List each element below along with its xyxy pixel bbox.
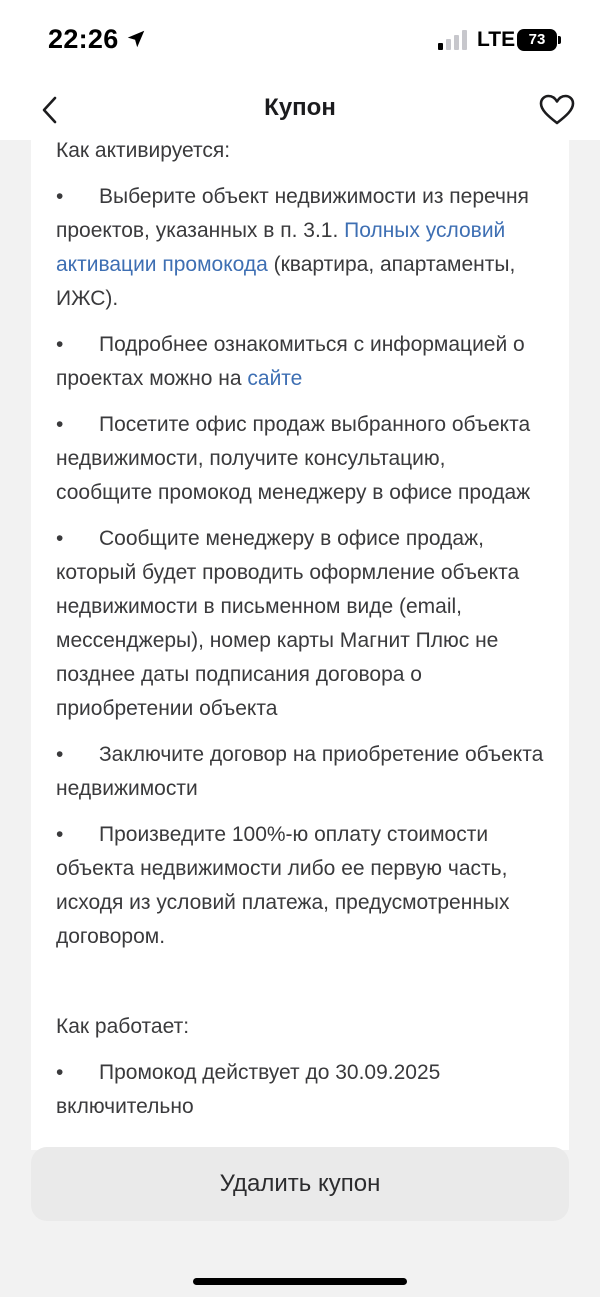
delete-coupon-button[interactable]: Удалить купон	[31, 1147, 569, 1221]
home-indicator[interactable]	[193, 1278, 407, 1285]
network-type: LTE	[477, 28, 516, 51]
battery-tip	[558, 36, 561, 44]
bullet-marker: •	[56, 823, 64, 846]
how-it-works-heading: Как работает:	[56, 1015, 190, 1038]
activation-step-4: • Сообщите менеджеру в офисе продаж, который будет проводить оформление объекта недвижимости в письменном виде (email, мессенджеры), номер карты Магнит Плюс не позднее даты подписания договора о приобретении объекта	[56, 522, 547, 726]
full-conditions-link[interactable]: Полных условий активации промокода	[56, 219, 506, 276]
activation-step-3: • Посетите офис продаж выбранного объекта недвижимости, получите консультацию, сообщите промокод менеджеру в офисе продаж	[56, 408, 547, 510]
activation-step-6: • Произведите 100%-ю оплату стоимости объекта недвижимости либо ее первую часть, исходя из условий платежа, предусмотренных договором.	[56, 818, 547, 954]
activation-step-2: • Подробнее ознакомиться с информацией о проектах можно на сайте	[56, 328, 547, 396]
bullet-marker: •	[56, 413, 64, 436]
bullet-marker: •	[56, 333, 64, 356]
bullet-marker: •	[56, 527, 64, 550]
battery-indicator: 73	[517, 29, 557, 51]
bullet-marker: •	[56, 743, 64, 766]
status-bar	[0, 0, 600, 80]
how-it-works-step-1: • Промокод действует до 30.09.2025 включительно	[56, 1056, 547, 1124]
bullet-marker: •	[56, 1061, 64, 1084]
navigation-header	[0, 80, 600, 140]
status-time: 22:26	[48, 24, 119, 54]
heart-outline-icon	[539, 94, 575, 126]
favorite-button[interactable]	[536, 88, 578, 132]
bullet-marker: •	[56, 185, 64, 208]
coupon-details-card[interactable]	[31, 140, 569, 1150]
bottom-action-bar	[0, 1150, 600, 1297]
cellular-signal-icon	[438, 30, 468, 50]
website-link[interactable]: сайте	[247, 367, 303, 390]
activation-step-5: • Заключите договор на приобретение объекта недвижимости	[56, 738, 547, 806]
activation-heading: Как активируется:	[56, 140, 231, 162]
activation-step-1: • Выберите объект недвижимости из перечня проектов, указанных в п. 3.1. Полных условий активации промокода (квартира, апартаменты, ИЖС).	[56, 180, 547, 316]
page-title: Купон	[264, 94, 336, 121]
location-arrow-icon	[125, 28, 147, 50]
